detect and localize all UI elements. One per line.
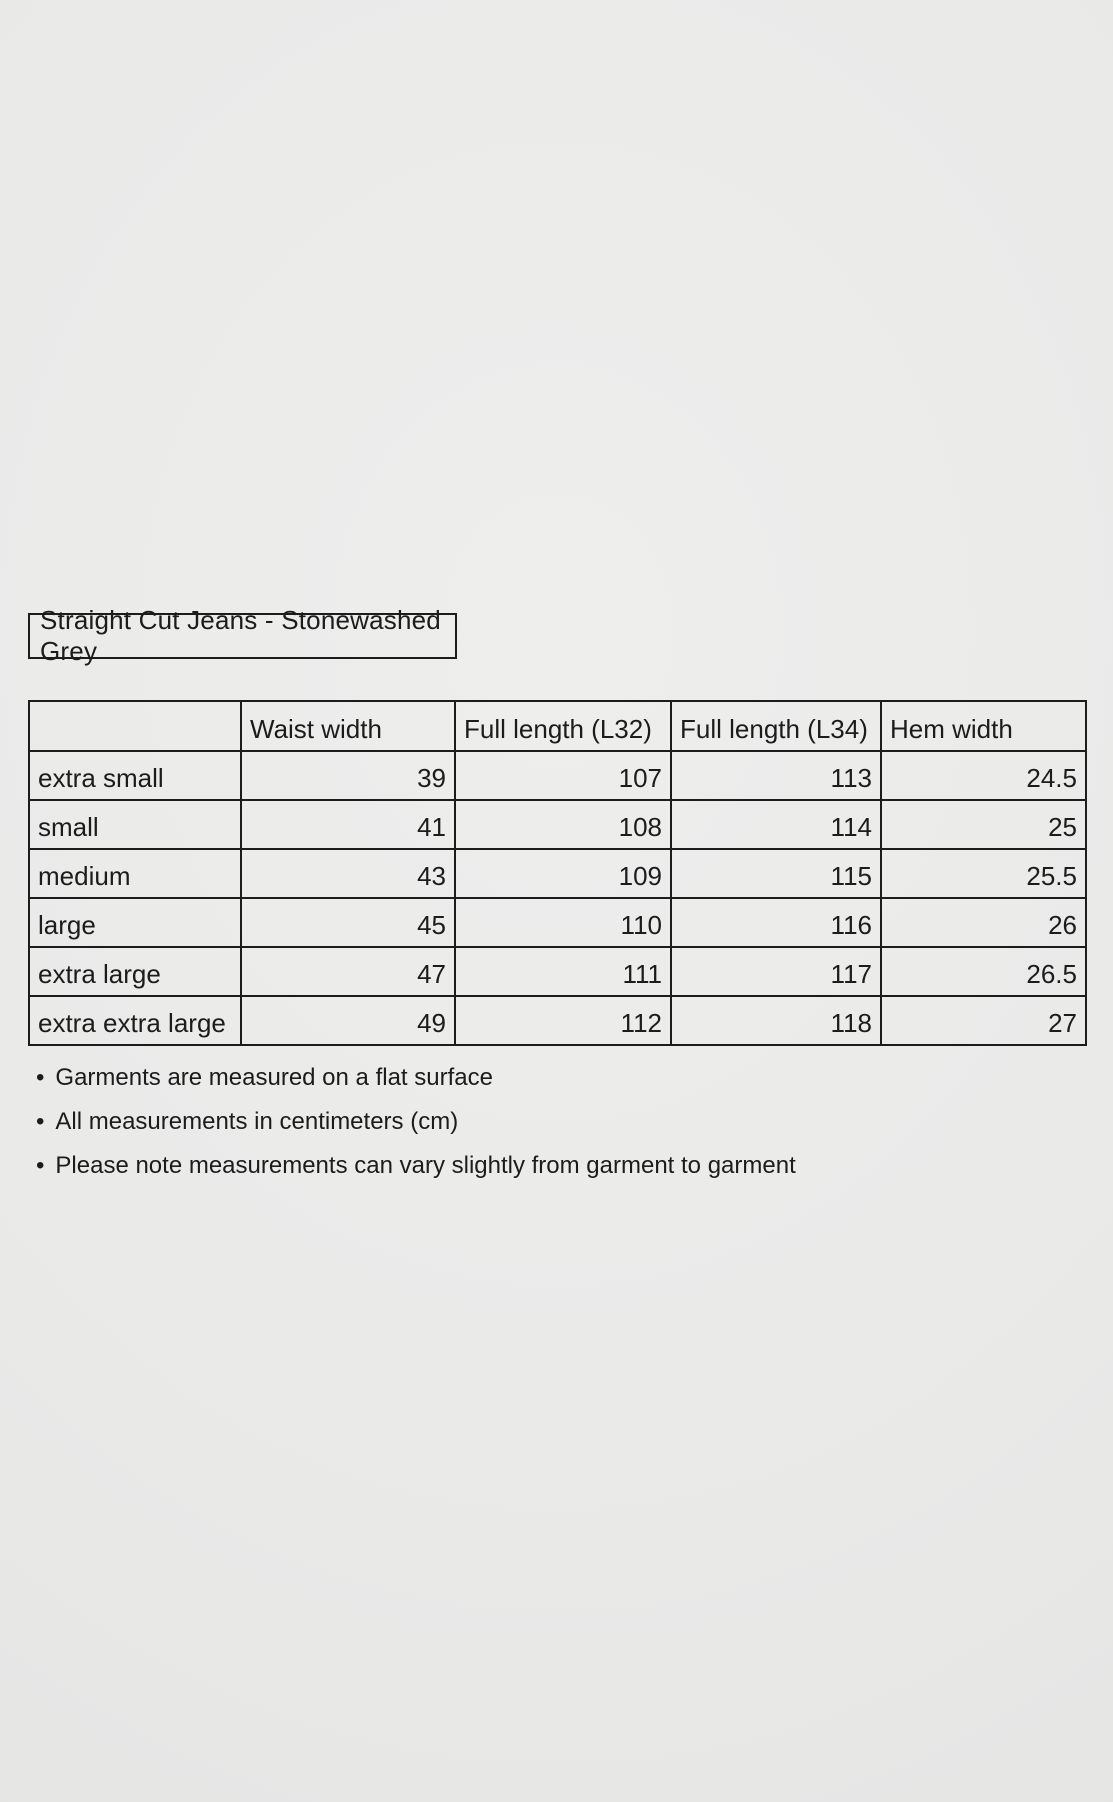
size-label: medium xyxy=(29,849,241,898)
waist-width-value: 41 xyxy=(241,800,455,849)
waist-width-value: 49 xyxy=(241,996,455,1045)
column-header-full-length-l34: Full length (L34) xyxy=(671,701,881,751)
table-row xyxy=(29,751,1086,800)
full-length-l34-value: 114 xyxy=(671,800,881,849)
table-row xyxy=(29,800,1086,849)
full-length-l32-value: 108 xyxy=(455,800,671,849)
bullet-glyph: • xyxy=(36,1064,45,1091)
full-length-l32-value: 109 xyxy=(455,849,671,898)
column-header-waist-width: Waist width xyxy=(241,701,455,751)
size-label: extra extra large xyxy=(29,996,241,1045)
column-header-size xyxy=(29,701,241,751)
hem-width-value: 25.5 xyxy=(881,849,1086,898)
table-row xyxy=(29,849,1086,898)
hem-width-value: 24.5 xyxy=(881,751,1086,800)
hem-width-value: 27 xyxy=(881,996,1086,1045)
table-row xyxy=(29,947,1086,996)
note-line xyxy=(36,1144,796,1188)
size-chart-table xyxy=(28,700,1087,1046)
waist-width-value: 45 xyxy=(241,898,455,947)
product-title: Straight Cut Jeans - Stonewashed Grey xyxy=(40,605,441,666)
full-length-l32-value: 112 xyxy=(455,996,671,1045)
table-row xyxy=(29,898,1086,947)
header-row xyxy=(29,701,1086,751)
bullet-glyph: • xyxy=(36,1152,45,1179)
note-line xyxy=(36,1100,796,1144)
size-label: extra large xyxy=(29,947,241,996)
note-text: Please note measurements can vary slightly from garment to garment xyxy=(55,1152,796,1179)
waist-width-value: 43 xyxy=(241,849,455,898)
full-length-l32-value: 110 xyxy=(455,898,671,947)
size-label: large xyxy=(29,898,241,947)
size-label: small xyxy=(29,800,241,849)
waist-width-value: 39 xyxy=(241,751,455,800)
note-line xyxy=(36,1056,796,1100)
full-length-l34-value: 113 xyxy=(671,751,881,800)
note-text: All measurements in centimeters (cm) xyxy=(55,1108,459,1135)
hem-width-value: 25 xyxy=(881,800,1086,849)
hem-width-value: 26 xyxy=(881,898,1086,947)
size-label: extra small xyxy=(29,751,241,800)
column-header-full-length-l32: Full length (L32) xyxy=(455,701,671,751)
hem-width-value: 26.5 xyxy=(881,947,1086,996)
product-title-box xyxy=(28,605,457,666)
full-length-l34-value: 115 xyxy=(671,849,881,898)
note-text: Garments are measured on a flat surface xyxy=(55,1064,493,1091)
waist-width-value: 47 xyxy=(241,947,455,996)
measurement-notes xyxy=(36,1056,796,1188)
column-header-hem-width: Hem width xyxy=(881,701,1086,751)
table-row xyxy=(29,996,1086,1045)
full-length-l34-value: 117 xyxy=(671,947,881,996)
full-length-l34-value: 116 xyxy=(671,898,881,947)
full-length-l32-value: 111 xyxy=(455,947,671,996)
bullet-glyph: • xyxy=(36,1108,45,1135)
full-length-l32-value: 107 xyxy=(455,751,671,800)
full-length-l34-value: 118 xyxy=(671,996,881,1045)
